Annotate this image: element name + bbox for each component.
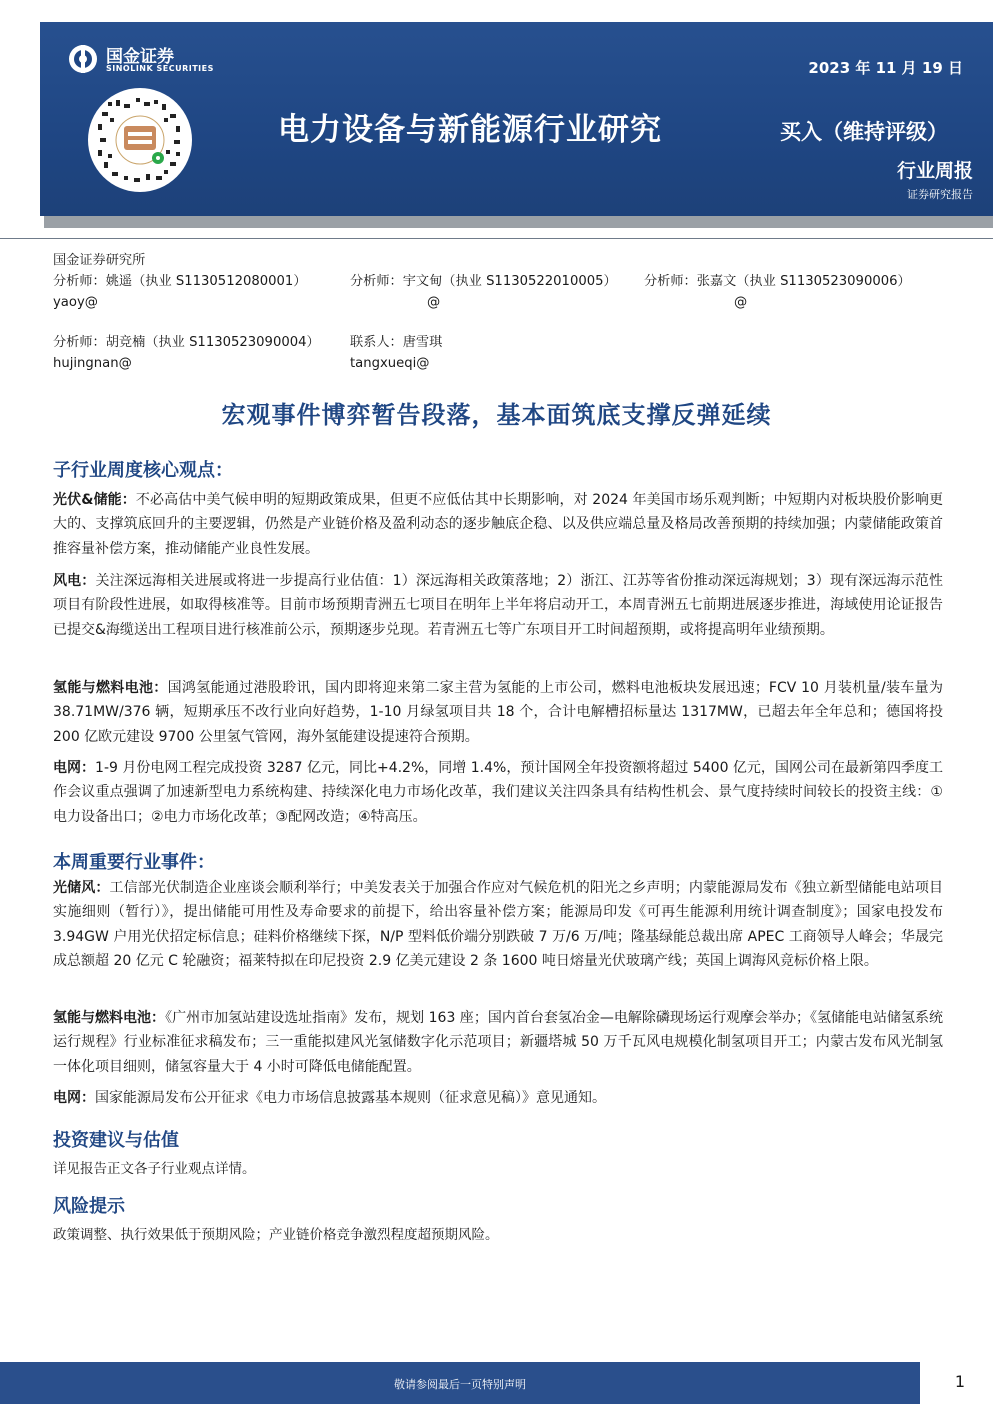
event-lead: 电网： <box>53 1090 95 1106</box>
report-title: 电力设备与新能源行业研究 <box>278 112 662 148</box>
institute-name: 国金证券研究所 <box>53 253 146 268</box>
analyst-2: 分析师：宇文甸（执业 S1130522010005） <box>350 274 617 289</box>
investment-text: 详见报告正文各子行业观点详情。 <box>53 1161 256 1177</box>
core-view-hydrogen <box>53 676 943 749</box>
analyst-1-email[interactable]: yaoy@ <box>53 295 98 310</box>
qr-code-icon <box>88 88 192 192</box>
event-lead: 光储风： <box>53 880 110 896</box>
core-view-lead: 氢能与燃料电池： <box>53 680 168 696</box>
sinolink-logo <box>68 42 218 78</box>
report-type: 行业周报 <box>896 160 973 182</box>
analyst-3: 分析师：张嘉文（执业 S1130523090006） <box>644 274 911 289</box>
core-view-pv-storage <box>53 488 943 561</box>
event-hydrogen <box>53 1006 943 1079</box>
analyst-3-email[interactable]: @ <box>734 295 748 310</box>
investment-rating: 买入（维持评级） <box>780 120 948 144</box>
page-number: 1 <box>954 1372 966 1391</box>
logo-en: SINOLINK SECURITIES <box>106 64 214 73</box>
core-view-text: 1-9 月份电网工程完成投资 3287 亿元，同比+4.2%，同增 1.4%，预计国网全年投资额将超过 5400 亿元，国网公司在最新第四季度工作会议重点强调了加速新型电力系统构建、持续深化电力市场化改革，我们建议关注四条具有结构性机会、景气度持续时间较长的投资主线：①电力设备出口；②电力市场化改革；③配网改造；④特高压。 <box>53 760 943 825</box>
report-subtype: 证券研究报告 <box>907 188 973 201</box>
contact-person: 联系人：唐雪琪 <box>350 335 443 350</box>
core-view-grid <box>53 756 943 829</box>
section-title-core-views: 子行业周度核心观点： <box>53 460 233 481</box>
analyst-4: 分析师：胡竞楠（执业 S1130523090004） <box>53 335 320 350</box>
header-divider <box>0 238 993 239</box>
analyst-4-email[interactable]: hujingnan@ <box>53 356 132 371</box>
section-title-risk: 风险提示 <box>53 1196 125 1217</box>
risk-text: 政策调整、执行效果低于预期风险；产业链价格竞争激烈程度超预期风险。 <box>53 1227 499 1243</box>
report-date: 2023 年 11 月 19 日 <box>808 59 963 77</box>
logo-cn: 国金证券 <box>106 47 174 67</box>
event-lead: 氢能与燃料电池： <box>53 1010 166 1026</box>
core-view-lead: 电网： <box>53 760 96 776</box>
analyst-2-email[interactable]: @ <box>427 295 441 310</box>
contact-email[interactable]: tangxueqi@ <box>350 356 430 371</box>
event-pv-storage-wind <box>53 876 943 973</box>
section-title-weekly-events: 本周重要行业事件： <box>53 852 215 873</box>
event-grid <box>53 1086 943 1110</box>
section-title-investment: 投资建议与估值 <box>53 1130 179 1151</box>
core-view-wind <box>53 569 943 642</box>
core-view-lead: 光伏&储能： <box>53 492 136 508</box>
mini-program-qr-code[interactable] <box>88 88 192 192</box>
sinolink-logo-icon <box>68 44 98 74</box>
event-text: 国家能源局发布公开征求《电力市场信息披露基本规则（征求意见稿）》意见通知。 <box>95 1090 606 1106</box>
core-view-text: 关注深远海相关进展或将进一步提高行业估值：1）深远海相关政策落地；2）浙江、江苏等省份推动深远海规划；3）现有深远海示范性项目有阶段性进展，如取得核准等。目前市场预期青洲五七项目在明年上半年将启动开工，本周青洲五七前期进展逐步推进，海域使用论证报告已提交&海缆送出工程项目进行核准前公示，预期逐步兑现。若青洲五七等广东项目开工时间超预期，或将提高明年业绩预期。 <box>53 573 944 638</box>
core-view-lead: 风电： <box>53 573 96 589</box>
report-headline: 宏观事件博弈暂告段落，基本面筑底支撑反弹延续 <box>221 401 772 429</box>
event-text: 《广州市加氢站建设选址指南》发布，规划 163 座；国内首台套氢冶金—电解除磷现场运行观摩会举办；《氢储能电站储氢系统运行规程》行业标准征求稿发布；三一重能拟建风光氢储数字化示范项目；新疆塔城 50 万千瓦风电规模化制氢项目开工；内蒙古发布风光制氢一体化项目细则，储氢容量大于 4 小时可降低电储能配置。 <box>53 1010 944 1075</box>
core-view-text: 不必高估中美气候申明的短期政策成果，但更不应低估其中长期影响，对 2024 年美国市场乐观判断；中短期内对板块股价影响更大的、支撑筑底回升的主要逻辑，仍然是产业链价格及盈利动态的逐步触底企稳、以及供应端总量及格局改善预期的持续加强；内蒙储能政策首推容量补偿方案，推动储能产业良性发展。 <box>53 492 943 557</box>
analyst-1: 分析师：姚遥（执业 S1130512080001） <box>53 274 307 289</box>
footer-disclaimer: 敬请参阅最后一页特别声明 <box>394 1378 526 1391</box>
core-view-text: 国鸿氢能通过港股聆讯，国内即将迎来第二家主营为氢能的上市公司，燃料电池板块发展迅速；FCV 10 月装机量/装车量为 38.71MW/376 辆，短期承压不改行业向好趋势，1-10 月绿氢项目共 18 个，合计电解槽招标量达 1317MW，已超去年全年总和；德国将投 200 亿欧元建设 9700 公里氢气管网，海外氢能建设提速符合预期。 <box>53 680 944 745</box>
event-text: 工信部光伏制造企业座谈会顺利举行；中美发表关于加强合作应对气候危机的阳光之乡声明；内蒙能源局发布《独立新型储能电站项目实施细则（暂行）》，提出储能可用性及寿命要求的前提下，给出容量补偿方案；能源局印发《可再生能源利用统计调查制度》；国家电投发布 3.94GW 户用光伏招定标信息；硅料价格继续下探，N/P 型料低价端分别跌破 7 万/6 万/吨；隆基绿能总裁出席 APEC 工商领导人峰会；华晟完成总额超 20 亿元 C 轮融资；福莱特拟在印尼投资 2.9 亿美元建设 2 条 1600 吨日熔量光伏玻璃产线；英国上调海风竞标价格上限。 <box>53 880 944 969</box>
